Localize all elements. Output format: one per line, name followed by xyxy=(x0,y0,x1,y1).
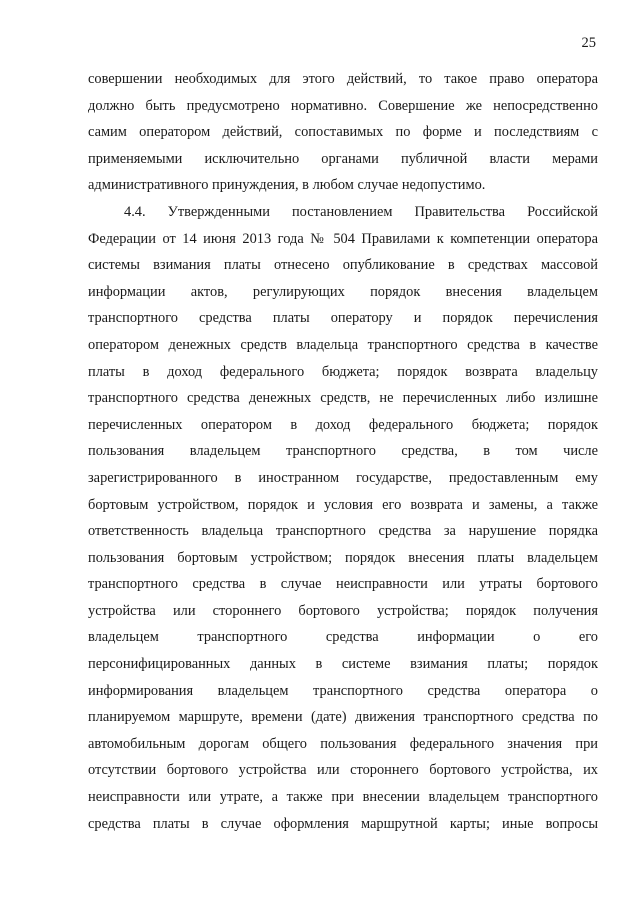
text-line: транспортного средства в случае неисправности или утраты бортового xyxy=(88,576,598,593)
text-line: ответственность владельца транспортного средства за нарушение порядка xyxy=(88,523,598,540)
text-line: 4.4. Утвержденными постановлением Правительства Российской xyxy=(124,203,598,220)
text-line: системы взимания платы отнесено опубликование в средствах массовой xyxy=(88,257,598,274)
text-line: административного принуждения, в любом случае недопустимо. xyxy=(88,177,486,194)
text-line: планируемом маршруте, времени (дате) движения транспортного средства по xyxy=(88,709,598,726)
text-line: транспортного средства платы оператору и порядок перечисления xyxy=(88,310,598,327)
text-line: Федерации от 14 июня 2013 года № 504 Правилами к компетенции оператора xyxy=(88,230,598,247)
text-line: совершении необходимых для этого действий, то такое право оператора xyxy=(88,71,598,87)
text-line: бортовым устройством, порядок и условия его возврата и замены, а также xyxy=(88,496,598,513)
text-line: самим оператором действий, сопоставимых по форме и последствиям с xyxy=(88,124,598,141)
text-line: транспортного средства денежных средств, не перечисленных либо излишне xyxy=(88,390,598,407)
text-line: информирования владельцем транспортного средства оператора о xyxy=(88,682,598,699)
text-line: автомобильным дорогам общего пользования федерального значения при xyxy=(88,735,598,752)
text-line: владельцем транспортного средства информации о его xyxy=(88,629,598,646)
text-line: неисправности или утрате, а также при внесении владельцем транспортного xyxy=(88,789,598,806)
text-line: средства платы в случае оформления маршрутной карты; иные вопросы xyxy=(88,815,598,832)
text-line: применяемыми исключительно органами публичной власти мерами xyxy=(88,150,598,167)
text-line: отсутствии бортового устройства или стороннего бортового устройства, их xyxy=(88,762,598,779)
text-line: устройства или стороннего бортового устройства; порядок получения xyxy=(88,602,598,619)
page-number: 25 xyxy=(581,35,596,51)
text-line: персонифицированных данных в системе взимания платы; порядок xyxy=(88,656,598,673)
text-line: перечисленных оператором в доход федерального бюджета; порядок xyxy=(88,416,598,433)
text-line: зарегистрированного в иностранном государстве, предоставленным ему xyxy=(88,469,598,486)
text-line: оператором денежных средств владельца транспортного средства в качестве xyxy=(88,336,598,353)
text-line: информации актов, регулирующих порядок внесения владельцем xyxy=(88,283,598,300)
document-body xyxy=(88,66,598,837)
text-line: пользования владельцем транспортного средства, в том числе xyxy=(88,443,598,460)
text-line: платы в доход федерального бюджета; порядок возврата владельцу xyxy=(88,363,598,380)
text-line: пользования бортовым устройством; порядок внесения платы владельцем xyxy=(88,549,598,566)
text-line: должно быть предусмотрено нормативно. Совершение же непосредственно xyxy=(88,97,598,114)
